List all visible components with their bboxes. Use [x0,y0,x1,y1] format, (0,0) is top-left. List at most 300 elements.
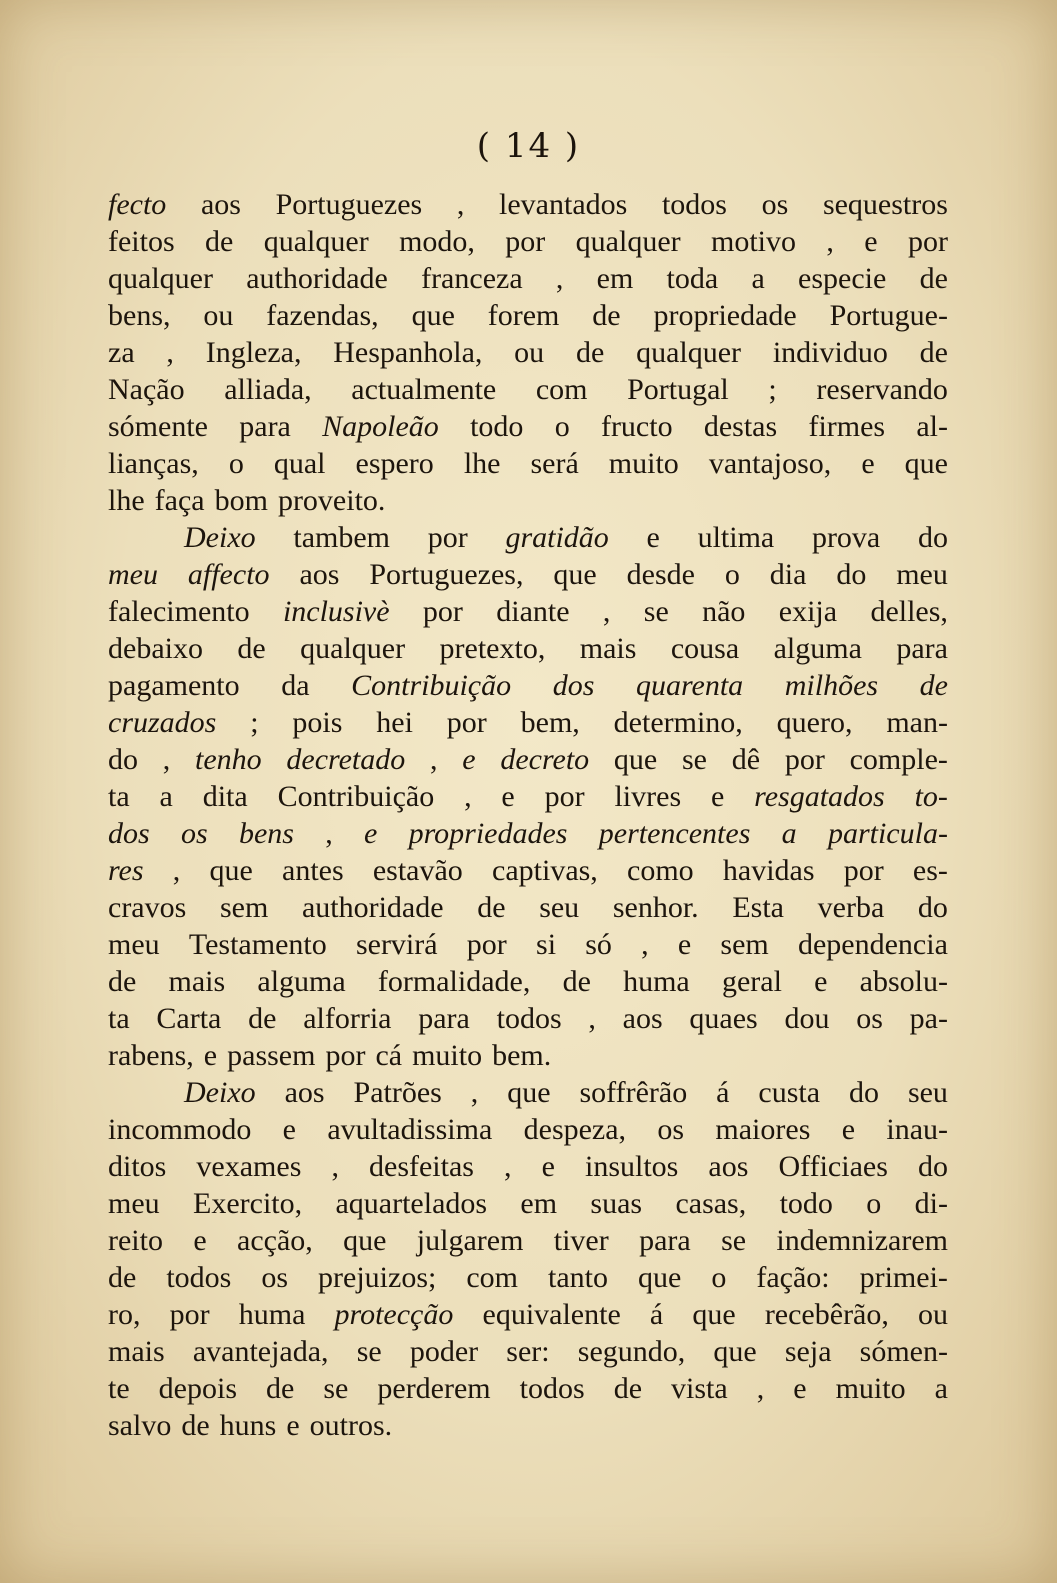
text-line [108,556,948,593]
word: prejuizos; [318,1261,437,1294]
word: ou [514,336,545,369]
word: que [692,1298,736,1331]
word: vantajoso, [708,447,832,480]
word: com [466,1261,518,1294]
word: livres [614,780,682,813]
word: servirá [355,928,438,961]
word: de [477,891,506,924]
word: senhor. [612,891,699,924]
word: equivalente [482,1298,621,1331]
word: Contribuição [277,780,435,813]
word: Nação [108,373,185,406]
word: e [646,521,660,554]
word: Contribuição [351,669,512,702]
word: e [864,225,878,258]
word: franceza [421,262,523,295]
word: cá [375,1039,403,1072]
word: comple- [849,743,948,776]
word: Carta [156,1002,222,1035]
word: indemnizarem [776,1224,948,1257]
word: que [553,558,597,591]
word: , [331,1150,339,1183]
word: depois [158,1372,237,1405]
word: por [422,595,463,628]
word: inclusivè [282,595,390,628]
word: milhões [784,669,879,702]
word: avantejada, [192,1335,329,1368]
word: authoridade [246,262,388,295]
text-line [108,1111,948,1148]
word: captivas, [492,854,598,887]
word: e [462,743,476,776]
word: antes [282,854,344,887]
word: a [751,262,765,295]
word: e [286,1409,300,1442]
word: estavão [372,854,463,887]
word: qualquer [636,336,742,369]
word: cousa [670,632,740,665]
word: casas, [675,1187,747,1220]
word: pertencentes [598,817,751,850]
word: e [710,780,725,813]
word: que [507,1076,551,1109]
text-line [108,889,948,926]
word: todos [519,1372,585,1405]
word: dependencia [797,928,948,961]
word: , [826,225,834,258]
word: ; [768,373,777,406]
word: meu [108,928,160,961]
text-line [108,704,948,741]
word: Portugal [627,373,729,406]
word: tambem [293,521,390,554]
word: levantados [499,188,628,221]
word: e [203,1039,218,1072]
word: os [261,1261,289,1294]
text-line [108,223,948,260]
word: aos [299,558,340,591]
word: qualquer [300,632,406,665]
text-line [108,186,948,223]
word: aos [284,1076,325,1109]
word: de [248,1002,277,1035]
word: fecto [108,188,167,221]
word: firmes [808,410,886,443]
word: todo [470,410,524,443]
word: aos [708,1150,749,1183]
text-line [108,334,948,371]
word: , [172,854,181,887]
word: recebêrão, [764,1298,889,1331]
text-line [108,519,948,556]
word: por [446,706,487,739]
word: lhe [463,447,501,480]
word: decretado [286,743,406,776]
word: reito [108,1224,163,1257]
word: julgarem [416,1224,524,1257]
word: de [108,965,137,998]
word: lhe [108,484,145,517]
word: desde [626,558,695,591]
page-number: ( 14 ) [476,126,581,166]
word: hei [376,706,413,739]
word: mais [108,1335,165,1368]
word: quero, [776,706,853,739]
text-line [108,741,948,778]
word: por [169,1298,210,1331]
word: seu [907,1076,948,1109]
word: res [108,854,144,887]
word: determino, [613,706,743,739]
word: suas [590,1187,643,1220]
word: geral [721,965,782,998]
word: despeza, [523,1113,627,1146]
word: pagamento [108,669,240,702]
word: em [596,262,634,295]
word: não [702,595,746,628]
text-line [108,408,948,445]
word: para [639,1224,691,1257]
word: qualquer [263,225,369,258]
word: os [761,188,789,221]
word: de [613,1372,643,1405]
word: como [627,854,694,887]
word: outros. [309,1409,393,1442]
word: Portuguezes, [369,558,524,591]
word: Esta [732,891,784,924]
word: de [181,1409,210,1442]
word: diante [496,595,570,628]
word: qual [273,447,326,480]
word: e [861,447,875,480]
word: to- [914,780,948,813]
word: de [562,965,591,998]
word: para [418,1002,470,1035]
word: fructo [600,410,673,443]
word: que [713,1335,757,1368]
word: mais [579,632,637,665]
word: rabens, [108,1039,194,1072]
word: e [364,817,378,850]
word: que [343,1224,387,1257]
word: do [836,558,867,591]
word: que [411,299,455,332]
word: por [784,743,825,776]
text-line [108,852,948,889]
word: feitos [108,225,175,258]
text-line [108,445,948,482]
word: por [325,1039,366,1072]
word: havidas [722,854,815,887]
word: bom [214,484,268,517]
word: Officiaes [778,1150,888,1183]
word: todos [661,188,727,221]
word: reservando [816,373,948,406]
text-line [108,371,948,408]
page-body-text [108,186,948,1444]
word: fazendas, [266,299,379,332]
word: por [843,854,884,887]
word: desfeitas [369,1150,474,1183]
word: bens, [108,299,171,332]
text-line [108,1148,948,1185]
text-line [108,963,948,1000]
word: ou [918,1298,948,1331]
word: e [541,1150,555,1183]
word: , [555,262,564,295]
word: do [917,1150,948,1183]
word: sem [219,891,269,924]
word: authoridade [301,891,444,924]
word: mais [168,965,226,998]
word: se [356,1335,382,1368]
word: inau- [886,1113,948,1146]
word: a [934,1372,948,1405]
word: si [536,928,557,961]
text-line [108,593,948,630]
word: por [505,225,546,258]
word: ro, [108,1298,141,1331]
word: absolu- [859,965,948,998]
word: aos [622,1002,663,1035]
word: cruzados [108,706,217,739]
word: custa [758,1076,821,1109]
word: sómente [108,410,208,443]
word: do [917,891,948,924]
word: á [716,1076,730,1109]
word: a [159,780,173,813]
word: verba [817,891,885,924]
word: bem. [492,1039,552,1072]
word: , [588,1002,596,1035]
word: por [427,521,468,554]
word: maiores [715,1113,811,1146]
word: actualmente [351,373,497,406]
word: meu [108,558,158,591]
word: perderem [377,1372,491,1405]
paragraph [108,1074,948,1444]
word: e [193,1224,207,1257]
word: pois [292,706,343,739]
word: e [793,1372,807,1405]
word: , [641,928,649,961]
word: ditos [108,1150,167,1183]
word: exija [778,595,838,628]
word: destas [703,410,778,443]
word: para [239,410,291,443]
text-line [108,778,948,815]
word: modo, [399,225,475,258]
word: por [544,780,585,813]
word: ; [250,706,259,739]
text-line [108,1074,948,1111]
paragraph [108,186,948,519]
word: segundo, [577,1335,686,1368]
word: delles, [870,595,948,628]
word: , [162,743,171,776]
word: Napoleão [322,410,439,443]
word: do [849,1076,879,1109]
word: de [919,262,948,295]
text-line [108,815,948,852]
word: e [282,1113,296,1146]
word: e [677,928,692,961]
word: motivo [711,225,797,258]
word: de [919,669,948,702]
word: ultima [697,521,775,554]
word: ser: [506,1335,550,1368]
word: de [237,632,266,665]
word: dos [108,817,150,850]
word: gratidão [505,521,609,554]
word: ta [108,780,130,813]
word: poder [409,1335,479,1368]
word: os [657,1113,685,1146]
word: individuo [772,336,888,369]
word: ta [108,1002,130,1035]
word: soffrêrão [579,1076,688,1109]
word: huma [238,1298,306,1331]
word: que [613,743,658,776]
word: de [919,336,948,369]
word: de [575,336,605,369]
word: que [638,1261,682,1294]
word: faça [154,484,205,517]
word: muito [835,1372,906,1405]
word: Deixo [184,1076,256,1109]
word: fação: [756,1261,830,1294]
word: dou [784,1002,830,1035]
word: todo [779,1187,833,1220]
word: propriedade [653,299,797,332]
word: se [323,1372,349,1405]
word: o [554,410,570,443]
word: será [530,447,579,480]
word: resgatados [754,780,885,813]
word: meu [108,1187,160,1220]
word: do [917,521,948,554]
word: , [430,743,438,776]
word: , [470,1076,479,1109]
word: espero [355,447,434,480]
text-line [108,1407,948,1444]
word: man- [886,706,948,739]
word: avultadissima [327,1113,493,1146]
text-line [108,667,948,704]
word: proveito. [277,484,386,517]
word: dita [202,780,248,813]
word: tenho [195,743,262,776]
word: seja [784,1335,832,1368]
word: de [266,1372,295,1405]
text-line [108,1037,948,1074]
word: alliada, [224,373,312,406]
word: bens [238,817,294,850]
word: da [281,669,310,702]
word: por [907,225,948,258]
word: , [456,188,465,221]
word: te [108,1372,130,1405]
word: qualquer [108,262,213,295]
word: , [166,336,174,369]
word: incommodo [108,1113,252,1146]
word: alguma [773,632,862,665]
word: ou [203,299,234,332]
word: por [466,928,507,961]
word: muito [412,1039,483,1072]
word: , [325,817,333,850]
word: pa- [909,1002,948,1035]
text-line [108,630,948,667]
word: especie [798,262,887,295]
word: qualquer [575,225,681,258]
word: sómen- [859,1335,948,1368]
word: primei- [859,1261,948,1294]
word: o [866,1187,882,1220]
word: para [896,632,948,665]
word: só [585,928,612,961]
word: , [756,1372,765,1405]
word: e [841,1113,856,1146]
word: e [501,780,515,813]
word: dê [731,743,761,776]
word: Hespanhola, [333,336,483,369]
word: alforria [303,1002,392,1035]
word: propriedades [408,817,568,850]
word: Deixo [184,521,256,554]
word: sem [720,928,769,961]
word: passem [227,1039,316,1072]
word: affecto [187,558,270,591]
word: se [643,595,669,628]
word: do [108,743,138,776]
text-line [108,1296,948,1333]
word: prova [811,521,881,554]
word: formalidade, [377,965,531,998]
word: quarenta [635,669,744,702]
word: em [520,1187,558,1220]
word: á [649,1298,664,1331]
word: vista [671,1372,728,1405]
text-line [108,482,948,519]
word: es- [912,854,948,887]
word: Portuguezes [275,188,423,221]
word: Ingleza, [205,336,302,369]
word: , [504,1150,512,1183]
text-line [108,297,948,334]
word: za [108,336,135,369]
word: insultos [585,1150,679,1183]
word: salvo [108,1409,172,1442]
word: acção, [237,1224,313,1257]
word: lianças, [108,447,199,480]
word: todos [496,1002,562,1035]
word: que [904,447,948,480]
word: os [180,817,208,850]
word: decreto [500,743,590,776]
word: quaes [689,1002,758,1035]
word: Portugue- [829,299,948,332]
word: com [535,373,588,406]
word: particula- [827,817,948,850]
paragraph [108,519,948,1074]
word: pretexto, [439,632,546,665]
word: Testamento [188,928,327,961]
word: seu [539,891,580,924]
word: , [464,780,472,813]
word: de [108,1261,137,1294]
word: o [228,447,244,480]
